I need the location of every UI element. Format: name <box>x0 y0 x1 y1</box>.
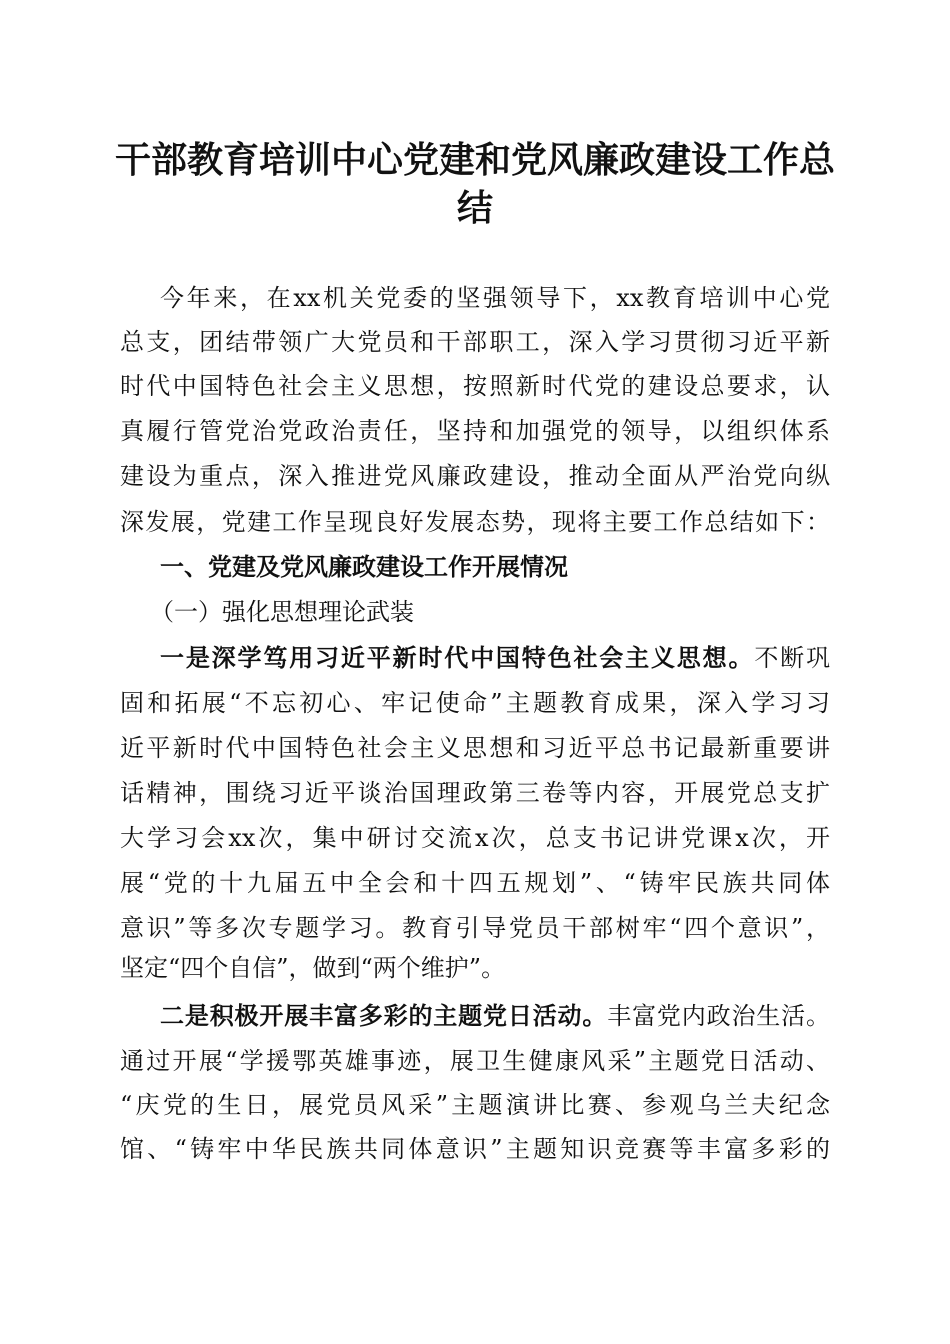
paragraph-2-first-line <box>160 1000 830 1032</box>
paragraph-1-line: 坚定“四个自信”，做到“两个维护”。 <box>120 954 506 982</box>
intro-line: 总支，团结带领广大党员和干部职工，深入学习贯彻习近平新 <box>120 328 830 356</box>
paragraph-1-line: 意识”等多次专题学习。教育引导党员干部树牢“四个意识”， <box>120 914 830 942</box>
intro-line: 深发展，党建工作呈现良好发展态势，现将主要工作总结如下： <box>120 508 830 536</box>
paragraph-2-line: 通过开展“学援鄂英雄事迹，展卫生健康风采”主题党日活动、 <box>120 1047 830 1075</box>
paragraph-1-line: 近平新时代中国特色社会主义思想和习近平总书记最新重要讲 <box>120 734 830 762</box>
paragraph-2-line: “庆党的生日，展党员风采”主题演讲比赛、参观乌兰夫纪念 <box>120 1091 830 1119</box>
document-title-line-2: 结 <box>456 187 493 229</box>
paragraph-1-lead-rest: 不断巩 <box>754 644 831 672</box>
paragraph-1-lead: 一是深学笃用习近平新时代中国特色社会主义思想。 <box>160 643 755 672</box>
section-heading: 一、党建及党风廉政建设工作开展情况 <box>160 552 568 581</box>
intro-line: 今年来，在xx机关党委的坚强领导下，xx教育培训中心党 <box>160 284 830 312</box>
paragraph-2-line: 馆、“铸牢中华民族共同体意识”主题知识竞赛等丰富多彩的 <box>120 1135 830 1163</box>
intro-line: 真履行管党治党政治责任，坚持和加强党的领导，以组织体系 <box>120 417 830 445</box>
intro-line: 时代中国特色社会主义思想，按照新时代党的建设总要求，认 <box>120 372 830 400</box>
paragraph-1-line: 固和拓展“不忘初心、牢记使命”主题教育成果，深入学习习 <box>120 689 830 717</box>
paragraph-2-lead: 二是积极开展丰富多彩的主题党日活动。 <box>160 1001 608 1030</box>
paragraph-1-first-line <box>160 642 830 674</box>
paragraph-2-lead-rest: 丰富党内政治生活。 <box>607 1002 831 1030</box>
paragraph-1-line: 展“党的十九届五中全会和十四五规划”、“铸牢民族共同体 <box>120 869 830 897</box>
paragraph-1-line: 话精神，围绕习近平谈治国理政第三卷等内容，开展党总支扩 <box>120 779 830 807</box>
paragraph-1-line: 大学习会xx次，集中研讨交流x次，总支书记讲党课x次，开 <box>120 824 830 852</box>
subsection-heading: （一）强化思想理论武装 <box>150 598 414 626</box>
document-title-line-1: 干部教育培训中心党建和党风廉政建设工作总 <box>114 139 835 181</box>
intro-line: 建设为重点，深入推进党风廉政建设，推动全面从严治党向纵 <box>120 462 830 490</box>
